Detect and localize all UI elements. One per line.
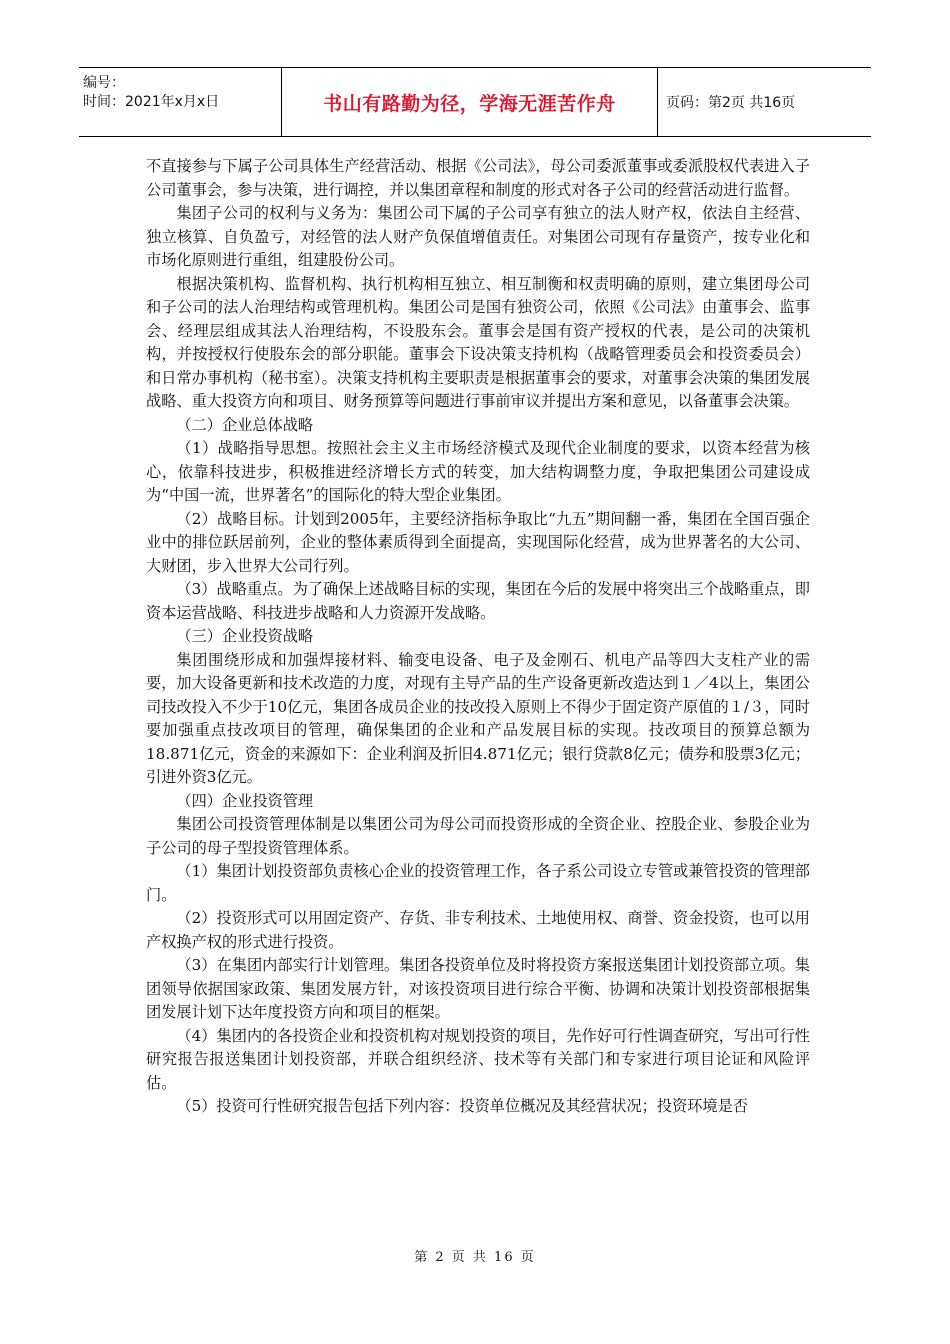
paragraph: （5）投资可行性研究报告包括下列内容：投资单位概况及其经营状况；投资环境是否 bbox=[176, 1097, 748, 1115]
document-header bbox=[79, 67, 871, 137]
section-heading: （二）企业总体战略 bbox=[176, 415, 314, 434]
header-page-info: 页码：第2页 共16页 bbox=[666, 95, 796, 111]
document-body bbox=[146, 155, 810, 1119]
paragraph: 根据决策机构、监督机构、执行机构相互独立、相互制衡和权责明确的原则，建立集团母公司和子公司的法人治理结构或管理机构。集团公司是国有独资公司，依照《公司法》由董事会、监事会、经理层组成其法人治理结构，不设股东会。董事会是国有资产授权的代表，是公司的决策机构，并按授权行使股东会的部分职能。董事会下设决策支持机构（战略管理委员会和投资委员会）和日常办事机构（秘书室）。决策支持机构主要职责是根据董事会的要求，对董事会决策的集团发展战略、重大投资方向和项目、财务预算等问题进行事前审议并提出方案和意见，以备董事会决策。 bbox=[146, 274, 810, 410]
paragraph: （2）投资形式可以用固定资产、存货、非专利技术、土地使用权、商誉、资金投资，也可以用产权换产权的形式进行投资。 bbox=[146, 909, 810, 951]
section-heading: （三）企业投资战略 bbox=[176, 627, 314, 645]
section-heading: （四）企业投资管理 bbox=[176, 791, 314, 810]
paragraph: 集团子公司的权利与义务为：集团公司下属的子公司享有独立的法人财产权，依法自主经营、独立核算、自负盈亏，对经管的法人财产负保值增值责任。对集团公司现有存量资产，按专业化和市场化原则进行重组，组建股份公司。 bbox=[146, 204, 810, 269]
header-motto: 书山有路勤为径，学海无涯苦作舟 bbox=[323, 92, 616, 115]
paragraph: 不直接参与下属子公司具体生产经营活动、根据《公司法》，母公司委派董事或委派股权代表进入子公司董事会，参与决策，进行调控，并以集团章程和制度的形式对各子公司的经营活动进行监督。 bbox=[146, 157, 810, 199]
paragraph: 集团围绕形成和加强焊接材料、输变电设备、电子及金刚石、机电产品等四大支柱产业的需要，加大设备更新和技术改造的力度，对现有主导产品的生产设备更新改造达到１／4以上，集团公司技改投入不少于10亿元，集团各成员企业的技改投入原则上不得少于固定资产原值的１/３，同时要加强重点技改项目的管理，确保集团的企业和产品发展目标的实现。技改项目的预算总额为18.871亿元，资金的来源如下：企业利润及折旧4.871亿元；银行贷款8亿元；债券和股票3亿元；引进外资3亿元。 bbox=[146, 650, 810, 786]
paragraph: （3）战略重点。为了确保上述战略目标的实现，集团在今后的发展中将突出三个战略重点，即资本运营战略、科技进步战略和人力资源开发战略。 bbox=[146, 580, 810, 622]
page-footer: 第 2 页 共 16 页 bbox=[414, 1250, 536, 1265]
paragraph: （1）战略指导思想。按照社会主义主市场经济模式及现代企业制度的要求，以资本经营为核心，依靠科技进步，积极推进经济增长方式的转变，加大结构调整力度，争取把集团公司建设成为“中国一流，世界著名”的国际化的特大型企业集团。 bbox=[146, 439, 810, 504]
paragraph: （4）集团内的各投资企业和投资机构对规划投资的项目，先作好可行性调查研究，写出可行性研究报告报送集团计划投资部，并联合组织经济、技术等有关部门和专家进行项目论证和风险评估。 bbox=[146, 1026, 810, 1092]
header-meta bbox=[79, 68, 282, 136]
paragraph: （1）集团计划投资部负责核心企业的投资管理工作，各子系公司设立专管或兼管投资的管理部门。 bbox=[146, 862, 810, 904]
header-motto-cell bbox=[282, 68, 658, 136]
date-label: 时间：2021年x月x日 bbox=[83, 94, 220, 110]
paragraph: 集团公司投资管理体制是以集团公司为母公司而投资形成的全资企业、控股企业、参股企业为子公司的母子型投资管理体系。 bbox=[146, 815, 810, 857]
paragraph: （3）在集团内部实行计划管理。集团各投资单位及时将投资方案报送集团计划投资部立项。集团领导依据国家政策、集团发展方针，对该投资项目进行综合平衡、协调和决策计划投资部根据集团发展计划下达年度投资方向和项目的框架。 bbox=[146, 956, 810, 1021]
code-label: 编号： bbox=[83, 75, 125, 91]
paragraph: （2）战略目标。计划到2005年，主要经济指标争取比“九五”期间翻一番，集团在全国百强企业中的排位跃居前列，企业的整体素质得到全面提高，实现国际化经营，成为世界著名的大公司、大财团，步入世界大公司行列。 bbox=[146, 509, 810, 575]
